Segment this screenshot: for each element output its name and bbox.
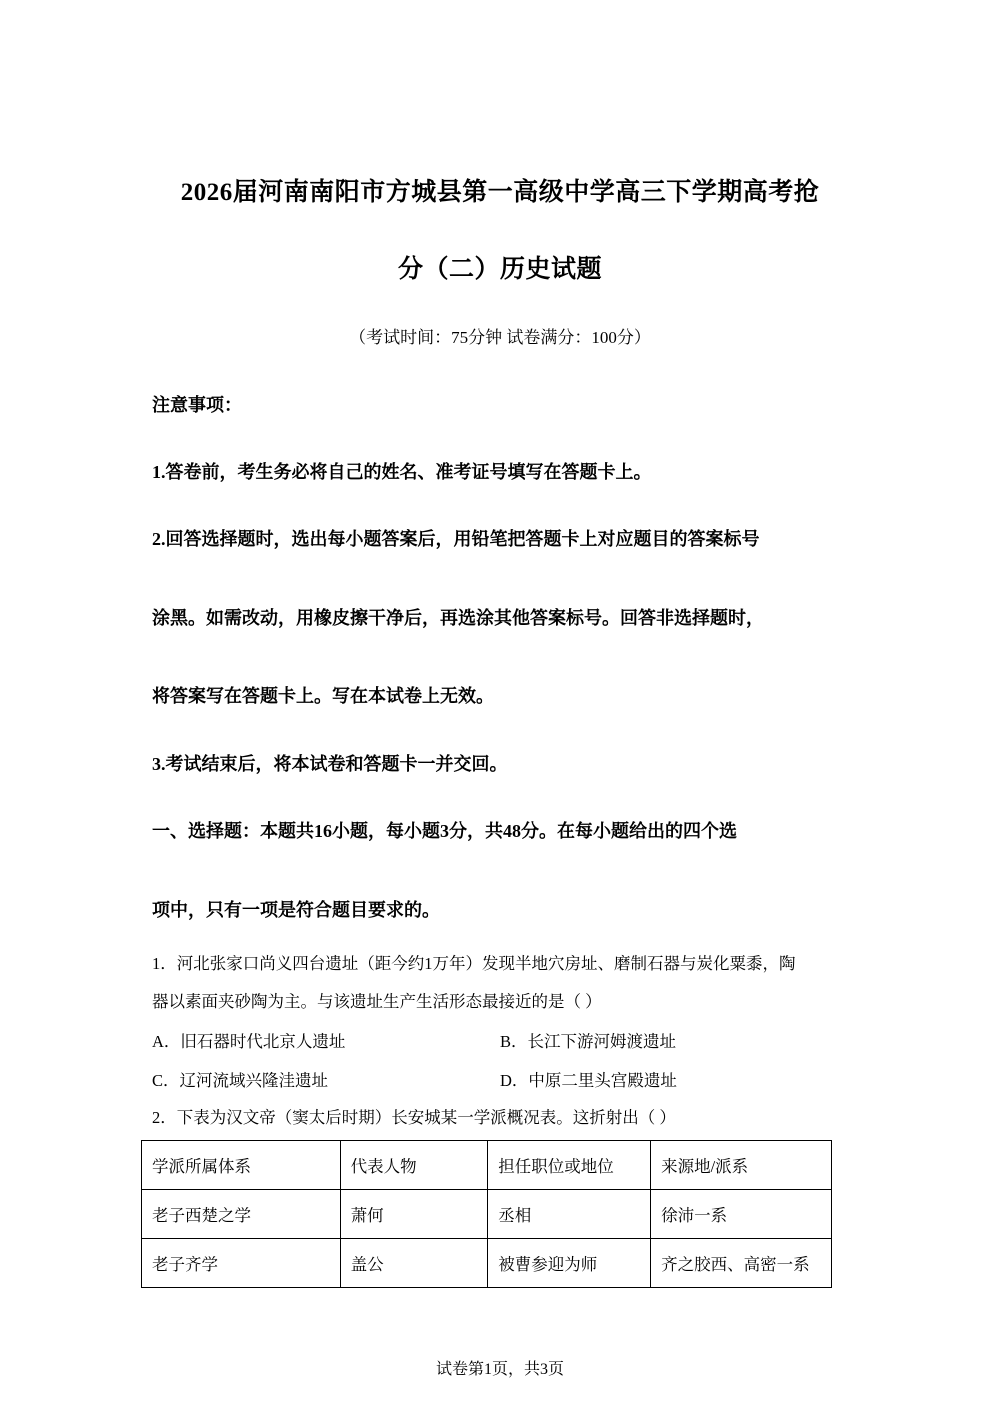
page-footer: 试卷第1页，共3页: [435, 1361, 564, 1378]
question-1-option-d: D．中原二里头宫殿遗址: [500, 1071, 677, 1090]
page-title-line-1: 2026届河南南阳市方城县第一高级中学高三下学期高考抢: [180, 179, 820, 206]
question-1-option-a: A．旧石器时代北京人遗址: [152, 1032, 346, 1051]
note-item-2-line-2: 涂黑。如需改动，用橡皮擦干净后，再选涂其他答案标号。回答非选择题时，: [152, 608, 764, 628]
question-1-option-b: B．长江下游河姆渡遗址: [500, 1032, 677, 1051]
table-header-cell: 学派所属体系: [142, 1141, 341, 1190]
school-info-table: [141, 1140, 832, 1288]
table-cell: 徐沛一系: [651, 1190, 832, 1239]
question-1-stem-line-2: 器以素面夹砂陶为主。与该遗址生产生活形态最接近的是（ ）: [152, 992, 602, 1011]
question-1-option-c: C．辽河流域兴隆洼遗址: [152, 1071, 329, 1090]
table-cell: 盖公: [340, 1239, 488, 1288]
note-item-1: 1.答卷前，考生务必将自己的姓名、准考证号填写在答题卡上。: [152, 462, 652, 482]
exam-info: （考试时间：75分钟 试卷满分：100分）: [349, 328, 651, 347]
table-row: [142, 1239, 832, 1288]
table-cell: 被曹参迎为师: [488, 1239, 651, 1288]
table-cell: 萧何: [340, 1190, 488, 1239]
question-2-stem: 2．下表为汉文帝（窦太后时期）长安城某一学派概况表。这折射出（ ）: [152, 1108, 676, 1127]
notes-heading: 注意事项：: [152, 395, 242, 415]
note-item-2-line-3: 将答案写在答题卡上。写在本试卷上无效。: [152, 686, 494, 706]
table-row: [142, 1190, 832, 1239]
table-header-cell: 担任职位或地位: [488, 1141, 651, 1190]
question-1-stem-line-1: 1．河北张家口尚义四台遗址（距今约1万年）发现半地穴房址、磨制石器与炭化粟黍，陶: [152, 954, 796, 973]
table-cell: 老子齐学: [142, 1239, 341, 1288]
note-item-3: 3.考试结束后，将本试卷和答题卡一并交回。: [152, 754, 508, 774]
table-cell: 老子西楚之学: [142, 1190, 341, 1239]
table-header-cell: 代表人物: [340, 1141, 488, 1190]
section-heading-line-2: 项中，只有一项是符合题目要求的。: [152, 900, 440, 920]
table-header-cell: 来源地/派系: [651, 1141, 832, 1190]
page-title-line-2: 分（二）历史试题: [397, 256, 602, 283]
table-cell: 齐之胶西、高密一系: [651, 1239, 832, 1288]
table-cell: 丞相: [488, 1190, 651, 1239]
table-header-row: [142, 1141, 832, 1190]
note-item-2-line-1: 2.回答选择题时，选出每小题答案后，用铅笔把答题卡上对应题目的答案标号: [152, 529, 760, 549]
section-heading-line-1: 一、选择题：本题共16小题，每小题3分，共48分。在每小题给出的四个选: [152, 821, 737, 841]
